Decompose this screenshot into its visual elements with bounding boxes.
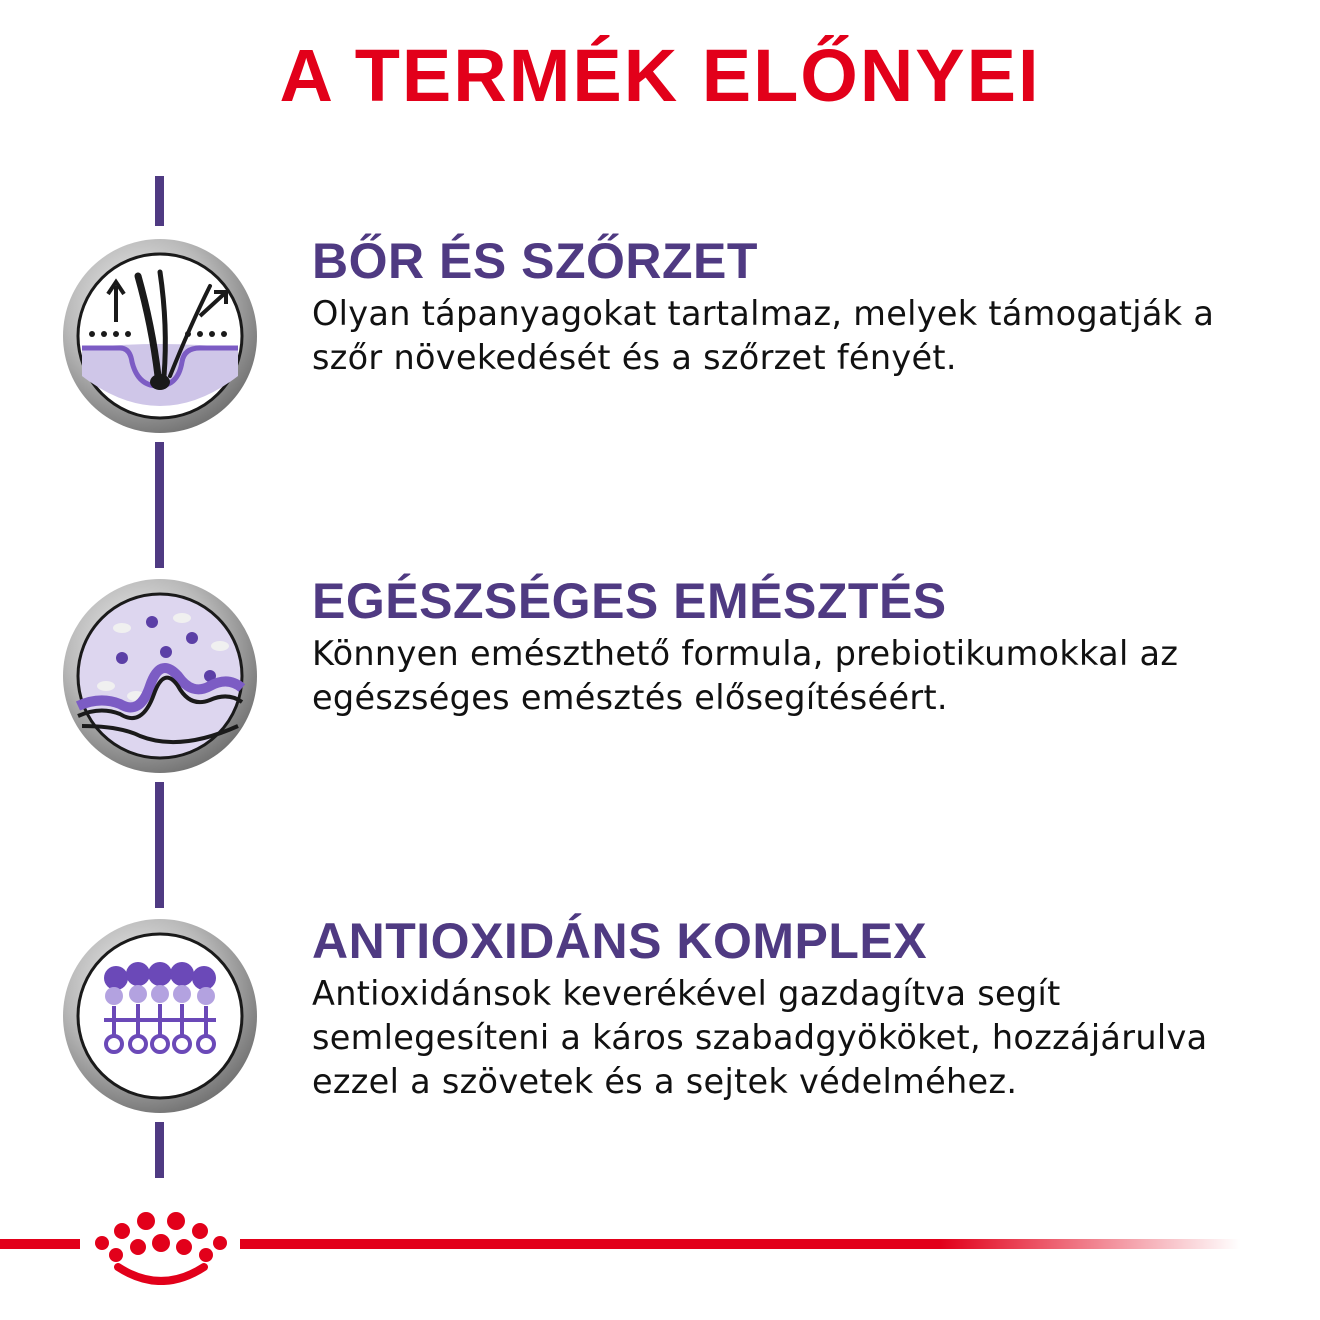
antioxidant-cell-membrane-icon: [60, 916, 260, 1116]
benefit-description: Antioxidánsok keverékével gazdagítva segít semlegesíteni a káros szabadgyököket, hozzájárulva ezzel a szövetek és a sejtek védelméhez.: [312, 974, 1208, 1101]
benefit-digestion: [312, 572, 1272, 720]
timeline-line-segment: [155, 176, 164, 226]
footer-red-line-fade: [240, 1239, 1240, 1249]
skin-and-hair-icon: [60, 236, 260, 436]
timeline-line-segment: [155, 442, 164, 568]
benefit-description: Olyan tápanyagokat tartalmaz, melyek támogatják a szőr növekedését és a szőrzet fényét.: [312, 294, 1215, 377]
benefit-heading: ANTIOXIDÁNS KOMPLEX: [312, 913, 928, 969]
benefit-skin-and-hair: [312, 232, 1272, 380]
timeline-line-segment: [155, 782, 164, 908]
timeline-line-segment: [155, 1122, 164, 1178]
page-title: A TERMÉK ELŐNYEI: [279, 34, 1041, 117]
benefit-description: Könnyen emészthető formula, prebiotikumokkal az egészséges emésztés elősegítéséért.: [312, 634, 1179, 717]
benefit-heading: EGÉSZSÉGES EMÉSZTÉS: [312, 573, 947, 629]
digestion-icon: [60, 576, 260, 776]
benefit-antioxidant: [312, 912, 1272, 1104]
royal-canin-crown-logo: [86, 1205, 236, 1285]
benefit-heading: BŐR ÉS SZŐRZET: [312, 233, 758, 289]
footer-red-line: [0, 1239, 80, 1249]
